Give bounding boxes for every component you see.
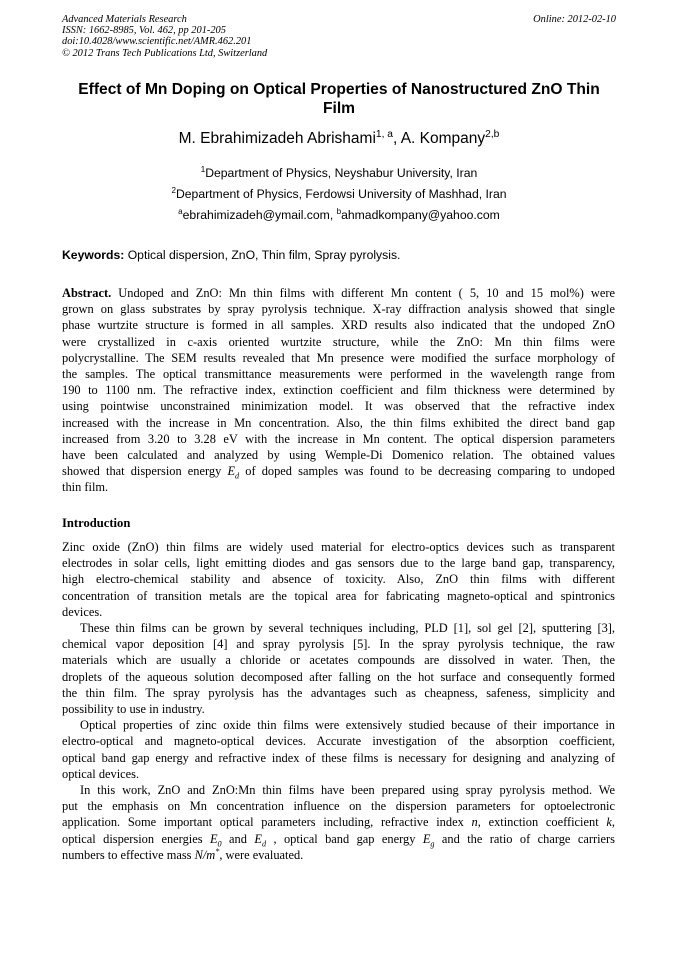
n-over-m-symbol: N/m* xyxy=(194,846,220,862)
text-line: Optical properties of zinc oxide thin films were extensively studied because of their importance in xyxy=(80,718,615,733)
text-line: numbers to effective mass N/m*, were evaluated. xyxy=(62,846,304,862)
text-line: Zinc oxide (ZnO) thin films are widely used material for electro-optics devices such as transparent xyxy=(62,540,615,554)
affiliation-2-mark: 2 xyxy=(171,185,176,195)
paper-title: Effect of Mn Doping on Optical Properties of Nanostructured ZnO Thin Film xyxy=(78,81,600,117)
affiliation-1 xyxy=(62,165,616,181)
journal-issn: ISSN: 1662-8985, Vol. 462, pp 201-205 xyxy=(62,25,226,37)
abstract xyxy=(62,285,615,496)
text-line: application. Some important optical parameters including, refractive index n, extinction coefficient k, xyxy=(62,815,615,830)
text-line: possibility to use in industry. xyxy=(62,702,205,717)
keywords xyxy=(62,248,616,263)
text-line: devices. xyxy=(62,604,103,619)
abstract-line: the samples. The optical transmittance measurements were performed in the wavelength range from xyxy=(62,367,615,382)
text-line: In this work, ZnO and ZnO:Mn thin films have been prepared using spray pyrolysis method. We xyxy=(80,783,615,798)
intro-paragraph-2 xyxy=(62,620,615,717)
eg-symbol: $E_g$ xyxy=(422,831,435,849)
journal-doi[interactable]: doi:10.4028/www.scientific.net/AMR.462.201 xyxy=(62,36,252,48)
text-line: electro-optical and magneto-optical devices. Accurate investigation of the absorption coefficient, xyxy=(62,734,615,749)
text-line: the thin film. The spray pyrolysis has the advantages such as cheapness, safeness, simplicity and xyxy=(62,685,615,700)
ed-symbol: $E_d$ xyxy=(254,831,267,849)
keywords-label: Keywords: xyxy=(62,248,125,262)
author-2: A. Kompany xyxy=(400,130,486,147)
text-line: put the emphasis on Mn concentration influence on the dispersion parameters for optoelectronic xyxy=(62,799,615,814)
abstract-line: increased with the increase in Mn concentration. Also, the thin films exhibited the direct band gap xyxy=(62,415,615,430)
author-emails xyxy=(62,207,616,223)
affiliation-2-text: Department of Physics, Ferdowsi University of Mashhad, Iran xyxy=(175,187,507,201)
online-date: Online: 2012-02-10 xyxy=(533,14,616,25)
text-line: electrodes in solar cells, light emitting diodes and gas sensors due to the large band gap, transparency, xyxy=(62,556,615,571)
text-line: chemical vapor deposition [4] and spray pyrolysis [5]. In the spray pyrolysis technique, the raw xyxy=(62,637,615,652)
abstract-line: have been calculated and analyzed by using Wemple-Di Domenico relation. The obtained values xyxy=(62,448,615,463)
abstract-line: using pointwise unconstrained minimization model. It was observed that the refractive index xyxy=(62,399,615,414)
text-line: optical band gap energy and refractive index of these films is necessary for designing and analyzing of xyxy=(62,750,615,765)
text-line: optical dispersion energies $E_0$ and $E_d$ , optical band gap energy $E_g$ and the ratio of charge carriers xyxy=(62,831,615,849)
journal-name: Advanced Materials Research xyxy=(62,14,187,25)
intro-paragraph-4 xyxy=(62,782,615,863)
abstract-line: phase wurtzite structure is formed in all samples. XRD results also indicated that the undoped ZnO xyxy=(62,318,615,333)
author-separator: , xyxy=(392,130,401,147)
abstract-line: grown on glass substrates by spray pyrolysis technique. X-ray diffraction analysis showed that single xyxy=(62,302,615,317)
email-a-mark: a xyxy=(178,206,183,216)
text-line: high electro-chemical stability and absence of toxicity. Also, ZnO thin films with different xyxy=(62,572,615,587)
email-b[interactable]: ahmadkompany@yahoo.com xyxy=(341,208,500,222)
dispersion-energy-symbol: $E_d$ xyxy=(227,464,240,481)
affiliation-1-mark: 1 xyxy=(200,164,206,174)
author-2-affil: 2,b xyxy=(485,128,500,140)
introduction-body xyxy=(62,539,615,863)
text-line: materials which are usually a chloride or acetates compounds are dissolved in water. Then, the xyxy=(62,653,615,668)
abstract-line: Abstract. Undoped and ZnO: Mn thin films with different Mn content ( 5, 10 and 15 mol%) were xyxy=(62,286,615,300)
email-a[interactable]: ebrahimizadeh@ymail.com, xyxy=(182,208,337,222)
abstract-label: Abstract. xyxy=(62,286,112,300)
extinction-coefficient-symbol: k xyxy=(606,815,612,830)
section-heading-introduction: Introduction xyxy=(62,516,131,530)
author-1: M. Ebrahimizadeh Abrishami xyxy=(178,130,376,147)
abstract-line: thin film. xyxy=(62,480,109,495)
abstract-line: 190 to 1100 nm. The refractive index, extinction coefficient and film thickness were determined by xyxy=(62,383,615,398)
intro-paragraph-1 xyxy=(62,539,615,620)
text-line: optical devices. xyxy=(62,766,140,781)
affiliation-1-text: Department of Physics, Neyshabur University, Iran xyxy=(205,166,478,180)
affiliation-2 xyxy=(62,186,616,202)
keywords-text: Optical dispersion, ZnO, Thin film, Spray pyrolysis. xyxy=(124,248,401,262)
email-b-mark: b xyxy=(336,206,342,216)
text-line: concentration of transition metals are the topical area for fabricating magneto-optical and spintronics xyxy=(62,588,615,603)
author-1-affil: 1, a xyxy=(375,128,393,140)
text-line: droplets of the aqueous solution decomposed after falling on the hot surface and consequently formed xyxy=(62,669,615,684)
author-line xyxy=(62,129,616,149)
abstract-line: were crystallized in c-axis oriented wurtzite structure, while the ZnO: Mn thin films were xyxy=(62,334,615,349)
journal-header xyxy=(62,14,616,59)
intro-paragraph-3 xyxy=(62,717,615,782)
refractive-index-symbol: n xyxy=(471,815,478,830)
abstract-line: showed that dispersion energy $E_d$ of doped samples was found to be decreasing comparing to undoped xyxy=(62,464,615,481)
abstract-line: polycrystalline. The SEM results revealed that Mn presence were modified the surface morphology of xyxy=(62,350,615,365)
abstract-line: increased from 3.20 to 3.28 eV with the increase in Mn content. The optical dispersion parameters xyxy=(62,431,615,446)
text-line: These thin films can be grown by several techniques including, PLD [1], sol gel [2], sputtering [3], xyxy=(80,621,615,636)
e0-symbol: $E_0$ xyxy=(209,831,222,849)
journal-copyright: © 2012 Trans Tech Publications Ltd, Switzerland xyxy=(62,47,268,59)
